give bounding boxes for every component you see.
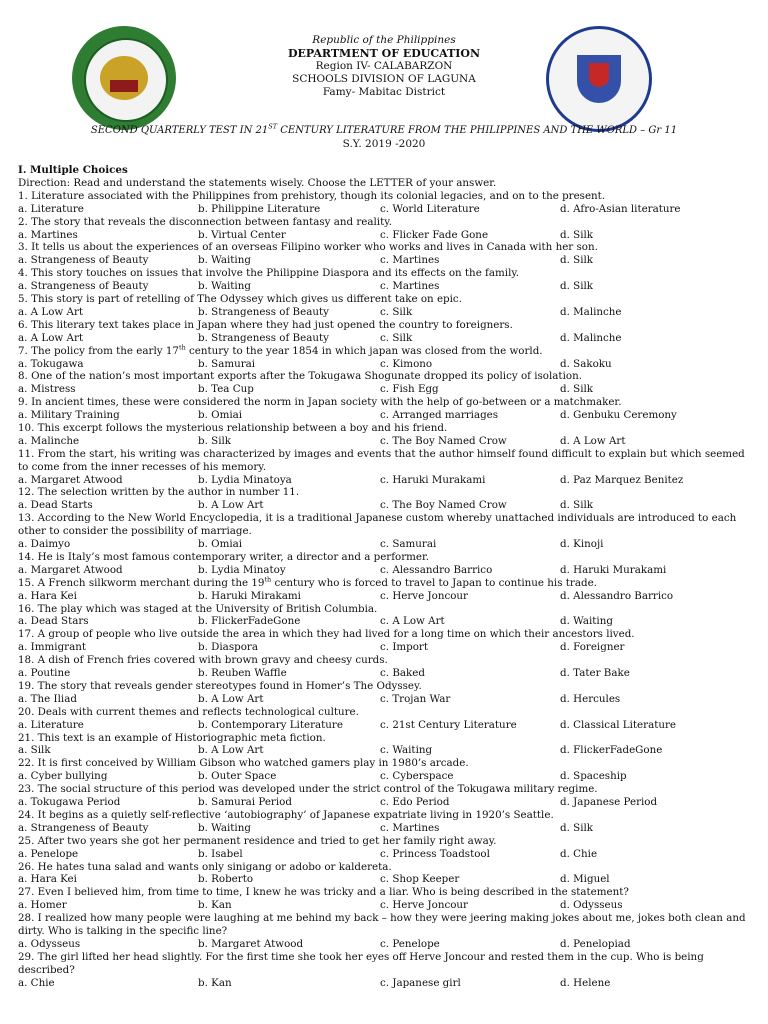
answer-option: d. Alessandro Barrico bbox=[560, 589, 674, 602]
answer-option: b. Haruki Mirakami bbox=[198, 589, 301, 602]
answer-option: c. Silk bbox=[380, 305, 413, 318]
answer-options-row bbox=[18, 938, 754, 951]
question-text: 6. This literary text takes place in Japan where they had just opened the country to foreigners. bbox=[18, 318, 513, 331]
answer-options-row bbox=[18, 332, 754, 345]
answer-options-row bbox=[18, 435, 754, 448]
answer-option: c. Samurai bbox=[380, 538, 437, 551]
answer-option: b. Kan bbox=[198, 976, 232, 989]
answer-options-row bbox=[18, 667, 754, 680]
answer-options-row bbox=[18, 822, 754, 835]
answer-option: c. Cyberspace bbox=[380, 770, 454, 783]
answer-options-row bbox=[18, 280, 754, 293]
answer-options-row bbox=[18, 719, 754, 732]
answer-options-row bbox=[18, 409, 754, 422]
answer-option: a. Odysseus bbox=[18, 937, 81, 950]
answer-option: c. Herve Joncour bbox=[380, 899, 468, 912]
region-label: Region IV- CALABARZON bbox=[315, 60, 453, 72]
district-label: Famy- Mabitac District bbox=[322, 86, 446, 98]
answer-option: a. Dead Starts bbox=[18, 499, 93, 512]
answer-option: a. Literature bbox=[18, 202, 84, 215]
answer-option: c. Fish Egg bbox=[380, 383, 439, 396]
question-text: 22. It is first conceived by William Gibson who watched gamers play in 1980’s arcade. bbox=[18, 757, 469, 770]
answer-option: a. Hara Kei bbox=[18, 589, 77, 602]
answer-option: b. Samurai bbox=[198, 357, 256, 370]
answer-options-row bbox=[18, 564, 754, 577]
answer-option: a. Tokugawa bbox=[18, 357, 84, 370]
answer-option: d. Tater Bake bbox=[560, 667, 630, 680]
answer-option: a. Chie bbox=[18, 976, 55, 989]
answer-option: a. Immigrant bbox=[18, 641, 86, 654]
answer-option: c. Penelope bbox=[380, 937, 440, 950]
answer-option: c. The Boy Named Crow bbox=[380, 499, 507, 512]
answer-options-row bbox=[18, 693, 754, 706]
answer-option: b. Silk bbox=[198, 434, 232, 447]
answer-option: b. Lydia Minatoya bbox=[198, 473, 292, 486]
answer-options-row bbox=[18, 770, 754, 783]
question-text: 5. This story is part of retelling of The Odyssey which gives us different take on epic. bbox=[18, 293, 462, 305]
answer-option: d. Kinoji bbox=[560, 538, 604, 551]
answer-option: d. Spaceship bbox=[560, 770, 627, 783]
answer-option: b. Philippine Literature bbox=[198, 202, 321, 215]
department-label: DEPARTMENT OF EDUCATION bbox=[287, 47, 481, 60]
question-text: 1. Literature associated with the Philippines from prehistory, though its colonial legacies, and on to the present. bbox=[18, 189, 606, 202]
answer-option: c. Arranged marriages bbox=[380, 409, 499, 422]
answer-option: a. Strangeness of Beauty bbox=[18, 280, 149, 293]
answer-option: b. Outer Space bbox=[198, 770, 277, 783]
answer-option: d. Miguel bbox=[560, 873, 610, 886]
answer-options-row bbox=[18, 848, 754, 861]
answer-option: a. Daimyo bbox=[18, 538, 71, 551]
answer-option: d. Paz Marquez Benitez bbox=[560, 473, 684, 486]
answer-option: d. Haruki Murakami bbox=[560, 563, 667, 576]
question-text: 11. From the start, his writing was characterized by images and events that the author himself found difficult to explain but which seemed to come from the inner recesses of his memory. bbox=[18, 447, 745, 473]
division-label: SCHOOLS DIVISION OF LAGUNA bbox=[292, 73, 476, 85]
answer-option: c. The Boy Named Crow bbox=[380, 434, 507, 447]
answer-option: b. Strangeness of Beauty bbox=[198, 305, 329, 318]
answer-option: b. FlickerFadeGone bbox=[198, 615, 301, 628]
answer-options-row bbox=[18, 873, 754, 886]
question-text: 25. After two years she got her permanent residence and tried to get her family right away. bbox=[18, 834, 497, 847]
answer-option: b. Samurai Period bbox=[198, 796, 292, 809]
answer-option: c. World Literature bbox=[380, 202, 480, 215]
question-text: 26. He hates tuna salad and wants only sinigang or adobo or kaldereta. bbox=[18, 860, 392, 873]
question-text: 23. The social structure of this period was developed under the strict control of the Tokugawa military regime. bbox=[18, 783, 598, 796]
answer-option: b. Reuben Waffle bbox=[198, 667, 287, 680]
answer-options-row bbox=[18, 358, 754, 371]
question-text: 9. In ancient times, these were considered the norm in Japan society with the help of go-between or a matchmaker. bbox=[18, 396, 622, 409]
answer-option: c. Martines bbox=[380, 280, 440, 293]
test-content bbox=[18, 164, 754, 990]
answer-option: d. Penelopiad bbox=[560, 937, 631, 950]
answer-option: d. Foreigner bbox=[560, 641, 625, 654]
answer-option: a. Tokugawa Period bbox=[18, 796, 121, 809]
question-text: 15. A French silkworm merchant during the 19th century who is forced to travel to Japan to continue his trade. bbox=[18, 575, 597, 589]
answer-options-row bbox=[18, 796, 754, 809]
answer-option: a. Margaret Atwood bbox=[18, 473, 123, 486]
answer-option: d. Silk bbox=[560, 821, 594, 834]
answer-option: b. Isabel bbox=[198, 847, 243, 860]
answer-option: b. Waiting bbox=[198, 280, 251, 293]
school-year: S.Y. 2019 -2020 bbox=[342, 138, 426, 150]
answer-option: a. Military Training bbox=[18, 409, 120, 422]
question-text: 10. This excerpt follows the mysterious relationship between a boy and his friend. bbox=[18, 421, 448, 434]
question-text: 19. The story that reveals gender stereotypes found in Homer’s The Odyssey. bbox=[18, 679, 422, 692]
answer-option: a. A Low Art bbox=[18, 331, 84, 344]
answer-option: b. Contemporary Literature bbox=[198, 718, 343, 731]
answer-options-row bbox=[18, 383, 754, 396]
answer-option: a. The Iliad bbox=[18, 692, 77, 705]
answer-option: c. Princess Toadstool bbox=[380, 847, 490, 860]
answer-options-row bbox=[18, 899, 754, 912]
answer-option: a. Martines bbox=[18, 228, 78, 241]
question-text: 13. According to the New World Encyclopedia, it is a traditional Japanese custom whereby unattached individuals are introduced to each other to consider the possibility of marriage. bbox=[18, 512, 737, 538]
answer-option: d. Malinche bbox=[560, 331, 622, 344]
answer-option: c. 21st Century Literature bbox=[380, 718, 517, 731]
question-text: 24. It begins as a quietly self-reflective ‘autobiography’ of Japanese expatriate living in 1920’s Seattle. bbox=[18, 808, 554, 821]
answer-option: c. Silk bbox=[380, 331, 413, 344]
answer-option: d. FlickerFadeGone bbox=[560, 744, 663, 757]
answer-option: d. Waiting bbox=[560, 615, 613, 628]
answer-option: d. Silk bbox=[560, 383, 594, 396]
answer-option: b. A Low Art bbox=[198, 499, 264, 512]
answer-options-row bbox=[18, 254, 754, 267]
answer-options-row bbox=[18, 229, 754, 242]
answer-option: d. Sakoku bbox=[560, 357, 612, 370]
answer-option: b. Omiai bbox=[198, 409, 243, 422]
question-text: 29. The girl lifted her head slightly. For the first time she took her eyes off Herve Joncour and rested them in the cup. Who is being described? bbox=[18, 950, 704, 976]
section-title: I. Multiple Choices bbox=[18, 164, 128, 176]
answer-option: d. Silk bbox=[560, 499, 594, 512]
answer-option: b. A Low Art bbox=[198, 744, 264, 757]
answer-option: d. Genbuku Ceremony bbox=[560, 409, 677, 422]
answer-option: d. Silk bbox=[560, 254, 594, 267]
answer-options-row bbox=[18, 977, 754, 990]
answer-option: a. Malinche bbox=[18, 434, 80, 447]
answer-option: b. Kan bbox=[198, 899, 232, 912]
answer-option: a. Silk bbox=[18, 744, 51, 757]
answer-option: a. Margaret Atwood bbox=[18, 563, 123, 576]
direction-text: Direction: Read and understand the statements wisely. Choose the LETTER of your answer. bbox=[18, 176, 497, 189]
question-text: 18. A dish of French fries covered with brown gravy and cheesy curds. bbox=[18, 654, 388, 667]
answer-option: d. Afro-Asian literature bbox=[560, 202, 681, 215]
answer-option: a. Cyber bullying bbox=[18, 770, 108, 783]
question-text: 8. One of the nation’s most important exports after the Tokugawa Shogunate dropped its policy of isolation. bbox=[18, 370, 582, 383]
answer-option: c. Herve Joncour bbox=[380, 589, 468, 602]
answer-option: c. Edo Period bbox=[380, 796, 450, 809]
answer-option: c. A Low Art bbox=[380, 615, 445, 628]
test-title: SECOND QUARTERLY TEST IN 21ST CENTURY LITERATURE FROM THE PHILIPPINES AND THE WORLD – Gr 11 bbox=[90, 122, 678, 136]
answer-option: c. Trojan War bbox=[380, 692, 451, 705]
answer-option: b. Diaspora bbox=[198, 641, 258, 654]
question-text: 7. The policy from the early 17th century to the year 1854 in which japan was closed from the world. bbox=[18, 343, 543, 357]
answer-option: b. Tea Cup bbox=[198, 383, 254, 396]
answer-option: d. Odysseus bbox=[560, 899, 623, 912]
answer-options-row bbox=[18, 538, 754, 551]
answer-option: a. Poutine bbox=[18, 667, 71, 680]
answer-option: d. Malinche bbox=[560, 305, 622, 318]
answer-option: c. Martines bbox=[380, 254, 440, 267]
answer-option: d. Helene bbox=[560, 976, 611, 989]
answer-option: b. Roberto bbox=[198, 873, 254, 886]
answer-option: d. Chie bbox=[560, 847, 598, 860]
answer-option: b. Omiai bbox=[198, 538, 243, 551]
answer-option: a. Mistress bbox=[18, 383, 76, 396]
answer-option: b. Strangeness of Beauty bbox=[198, 331, 329, 344]
question-list bbox=[18, 190, 754, 990]
answer-option: c. Haruki Murakami bbox=[380, 473, 486, 486]
answer-options-row bbox=[18, 615, 754, 628]
answer-option: b. Waiting bbox=[198, 254, 251, 267]
question-text: 27. Even I believed him, from time to time, I knew he was tricky and a liar. Who is being described in the statement? bbox=[18, 886, 629, 899]
answer-option: c. Flicker Fade Gone bbox=[380, 228, 489, 241]
answer-option: b. Waiting bbox=[198, 821, 251, 834]
answer-option: a. Penelope bbox=[18, 847, 79, 860]
answer-option: a. Strangeness of Beauty bbox=[18, 254, 149, 267]
answer-options-row bbox=[18, 306, 754, 319]
answer-option: a. Strangeness of Beauty bbox=[18, 821, 149, 834]
answer-option: c. Baked bbox=[380, 667, 425, 680]
answer-option: d. A Low Art bbox=[560, 434, 626, 447]
question-text: 14. He is Italy’s most famous contemporary writer, a director and a performer. bbox=[18, 550, 430, 563]
question-text: 2. The story that reveals the disconnection between fantasy and reality. bbox=[18, 215, 392, 228]
answer-option: b. Virtual Center bbox=[198, 228, 286, 241]
answer-options-row bbox=[18, 474, 754, 487]
question-text: 17. A group of people who live outside the area in which they had lived for a long time on which their ancestors lived. bbox=[18, 628, 635, 641]
question-text: 4. This story touches on issues that involve the Philippine Diaspora and its effects on the family. bbox=[18, 267, 520, 280]
question-text: 20. Deals with current themes and reflects technological culture. bbox=[18, 705, 359, 718]
answer-option: d. Japanese Period bbox=[560, 796, 658, 809]
answer-option: a. Dead Stars bbox=[18, 615, 89, 628]
question-text: 28. I realized how many people were laughing at me behind my back – how they were jeering making jokes about me, jokes both clean and dirty. Who is talking in the specific line? bbox=[18, 912, 746, 938]
question-text: 16. The play which was staged at the University of British Columbia. bbox=[18, 602, 378, 615]
answer-option: d. Classical Literature bbox=[560, 718, 676, 731]
answer-option: b. A Low Art bbox=[198, 692, 264, 705]
answer-option: c. Japanese girl bbox=[380, 976, 461, 989]
answer-option: c. Shop Keeper bbox=[380, 873, 460, 886]
answer-option: d. Silk bbox=[560, 280, 594, 293]
answer-option: a. A Low Art bbox=[18, 305, 84, 318]
question-text: 12. The selection written by the author in number 11. bbox=[18, 486, 300, 499]
answer-options-row bbox=[18, 744, 754, 757]
question-text: 21. This text is an example of Historiographic meta fiction. bbox=[18, 731, 326, 744]
republic-label: Republic of the Philippines bbox=[312, 34, 456, 46]
question-text: 3. It tells us about the experiences of an overseas Filipino worker who works and lives in Canada with her son. bbox=[18, 241, 598, 254]
answer-options-row bbox=[18, 641, 754, 654]
answer-options-row bbox=[18, 499, 754, 512]
answer-option: d. Silk bbox=[560, 228, 594, 241]
answer-option: a. Literature bbox=[18, 718, 84, 731]
answer-option: d. Hercules bbox=[560, 692, 621, 705]
answer-option: b. Lydia Minatoy bbox=[198, 563, 286, 576]
answer-option: c. Import bbox=[380, 641, 428, 654]
answer-option: b. Margaret Atwood bbox=[198, 937, 304, 950]
answer-option: c. Alessandro Barrico bbox=[380, 563, 493, 576]
answer-option: c. Kimono bbox=[380, 357, 433, 370]
answer-options-row bbox=[18, 590, 754, 603]
answer-option: a. Hara Kei bbox=[18, 873, 77, 886]
answer-option: c. Waiting bbox=[380, 744, 433, 757]
answer-options-row bbox=[18, 203, 754, 216]
answer-option: c. Martines bbox=[380, 821, 440, 834]
answer-option: a. Homer bbox=[18, 899, 67, 912]
